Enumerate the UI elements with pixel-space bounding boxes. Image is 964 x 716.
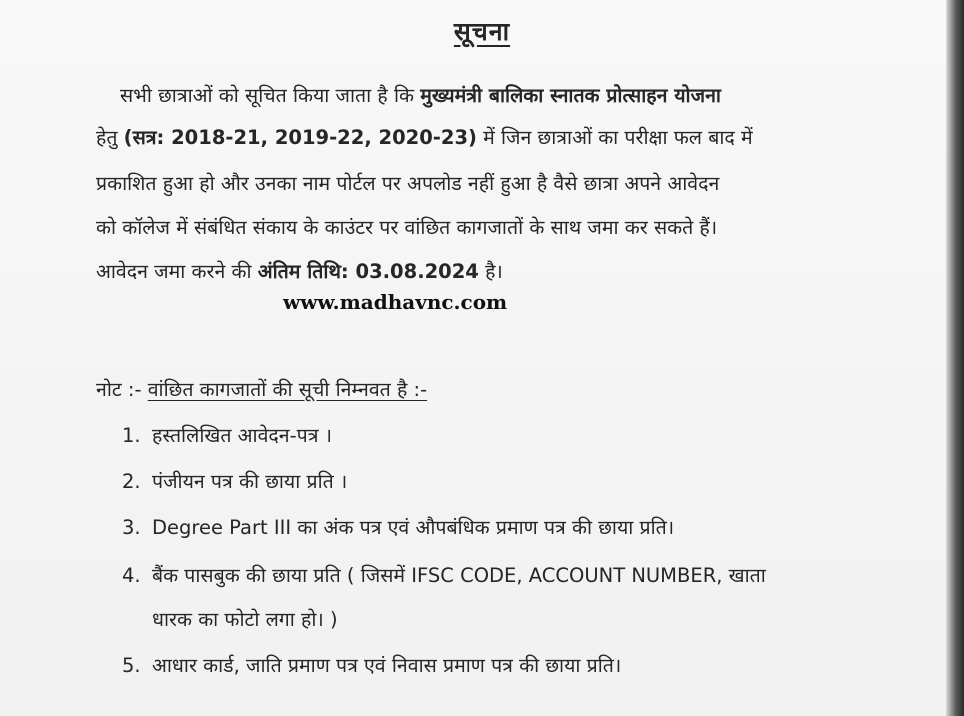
last-date: अंतिम तिथि: 03.08.2024 — [257, 260, 479, 283]
list-item-text: Degree Part III का अंक पत्र एवं औपबंधिक प्रमाण पत्र की छाया प्रति। — [152, 516, 675, 539]
list-item-continuation: धारक का फोटो लगा हो। ) — [152, 608, 338, 631]
paragraph-line-2 — [96, 128, 753, 148]
list-item-number: 3. — [122, 516, 141, 539]
list-item-number: 4. — [122, 564, 141, 587]
scheme-name: मुख्यमंत्री बालिका स्नातक प्रोत्साहन योजना — [420, 84, 721, 107]
list-item — [122, 656, 621, 676]
paragraph-line-4: को कॉलेज में संबंधित संकाय के काउंटर पर वांछित कागजातों के साथ जमा कर सकते हैं। — [96, 216, 718, 239]
list-item-number: 2. — [122, 470, 141, 493]
list-item-number: 5. — [122, 654, 141, 677]
list-item-number: 1. — [122, 424, 141, 447]
paragraph-line-5 — [96, 262, 503, 282]
note-label: नोट :- — [96, 378, 148, 401]
list-item-text: पंजीयन पत्र की छाया प्रति । — [152, 470, 348, 493]
paragraph-text: सभी छात्राओं को सूचित किया जाता है कि — [120, 84, 421, 107]
paragraph-text: आवेदन जमा करने की — [96, 260, 258, 283]
list-item — [122, 426, 332, 446]
list-item-text: आधार कार्ड, जाति प्रमाण पत्र एवं निवास प्रमाण पत्र की छाया प्रति। — [152, 654, 622, 677]
paragraph-text: में जिन छात्राओं का परीक्षा फल बाद में — [476, 126, 753, 149]
paragraph-line-1 — [120, 86, 721, 106]
paragraph-text: है। — [478, 260, 503, 283]
paragraph-text: हेतु — [96, 126, 124, 149]
session-years: (सत्र: 2018-21, 2019-22, 2020-23) — [123, 126, 477, 149]
list-item-text: बैंक पासबुक की छाया प्रति ( जिसमें IFSC CODE, ACCOUNT NUMBER, खाता — [152, 564, 766, 587]
paragraph-line-3: प्रकाशित हुआ हो और उनका नाम पोर्टल पर अपलोड नहीं हुआ है वैसे छात्रा अपने आवेदन — [96, 172, 720, 195]
list-item — [122, 518, 674, 538]
list-item-text: हस्तलिखित आवेदन-पत्र । — [152, 424, 333, 447]
note-heading: वांछित कागजातों की सूची निम्नवत है :- — [147, 378, 428, 401]
page-edge-shadow — [946, 0, 964, 716]
note-line — [96, 380, 427, 400]
notice-title: सूचना — [453, 17, 511, 46]
list-item — [122, 472, 347, 492]
website-watermark: www.madhavnc.com — [283, 290, 508, 314]
list-item — [122, 566, 766, 586]
